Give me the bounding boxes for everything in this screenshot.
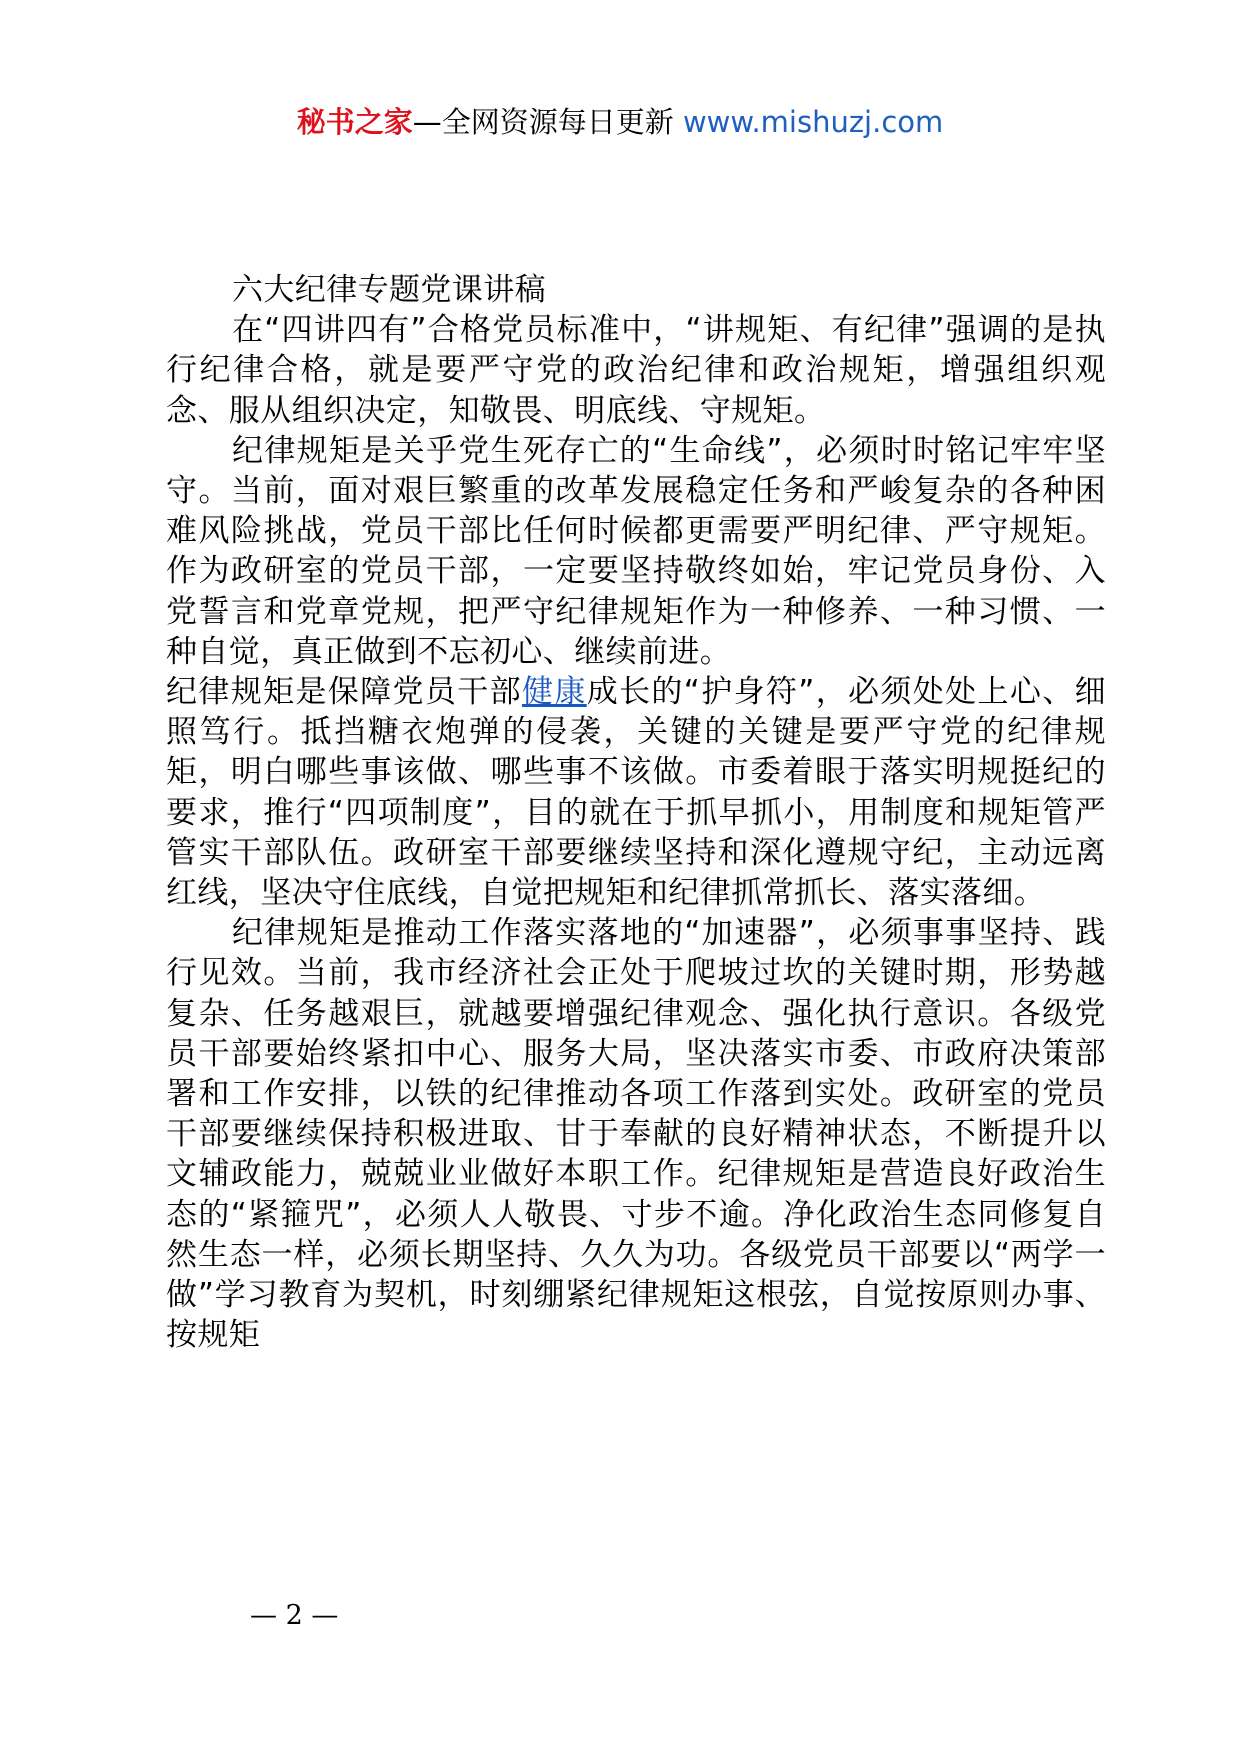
paragraph-3-rest: 成长的“护身符”，必须处处上心、细照笃行。抵挡糖衣炮弹的侵袭，关键的关键是要严守党的纪律规矩，明白哪些事该做、哪些事不该做。市委着眼于落实明规挺纪的要求，推行“四项制度”，目的就在于抓早抓小，用制度和规矩管严管实干部队伍。政研室干部要继续坚持和深化遵规守纪，主动远离红线，坚决守住底线，自觉把规矩和纪律抓常抓长、落实落细。 xyxy=(166,674,1106,912)
site-header xyxy=(0,100,1240,144)
site-brand: 秘书之家 xyxy=(296,105,413,139)
paragraph-4: 纪律规矩是推动工作落实落地的“加速器”，必须事事坚持、践行见效。当前，我市经济社会正处于爬坡过坎的关键时期，形势越复杂、任务越艰巨，就越要增强纪律观念、强化执行意识。各级党员干部要始终紧扣中心、服务大局，坚决落实市委、市政府决策部署和工作安排，以铁的纪律推动各项工作落到实处。政研室的党员干部要继续保持积极进取、甘于奉献的良好精神状态，不断提升以文辅政能力，兢兢业业做好本职工作。纪律规矩是营造良好政治生态的“紧箍咒”，必须人人敬畏、寸步不逾。净化政治生态同修复自然生态一样，必须长期坚持、久久为功。各级党员干部要以“两学一做”学习教育为契机，时刻绷紧纪律规矩这根弦，自觉按原则办事、按规矩 xyxy=(166,915,1106,1354)
site-url-link[interactable]: www.mishuzj.com xyxy=(682,105,944,139)
paragraph-2: 纪律规矩是关乎党生死存亡的“生命线”，必须时时铭记牢牢坚守。当前，面对艰巨繁重的改革发展稳定任务和严峻复杂的各种困难风险挑战，党员干部比任何时候都更需要严明纪律、严守规矩。作为政研室的党员干部，一定要坚持敬终如始，牢记党员身份、入党誓言和党章党规，把严守纪律规矩作为一种修养、一种习惯、一种自觉，真正做到不忘初心、继续前进。 xyxy=(166,432,1106,670)
document-body xyxy=(166,270,1106,1355)
page-number: — 2 — xyxy=(250,1600,339,1631)
paragraph-3-lead: 纪律规矩是保障党员干部 xyxy=(166,674,522,711)
paragraph-3 xyxy=(166,672,1106,913)
health-link[interactable]: 健康 xyxy=(521,674,587,711)
document-title: 六大纪律专题党课讲稿 xyxy=(232,272,546,308)
paragraph-1: 在“四讲四有”合格党员标准中，“讲规矩、有纪律”强调的是执行纪律合格，就是要严守党的政治纪律和政治规矩，增强组织观念、服从组织决定，知敬畏、明底线、守规矩。 xyxy=(166,312,1106,429)
site-tagline: —全网资源每日更新 xyxy=(412,105,674,139)
